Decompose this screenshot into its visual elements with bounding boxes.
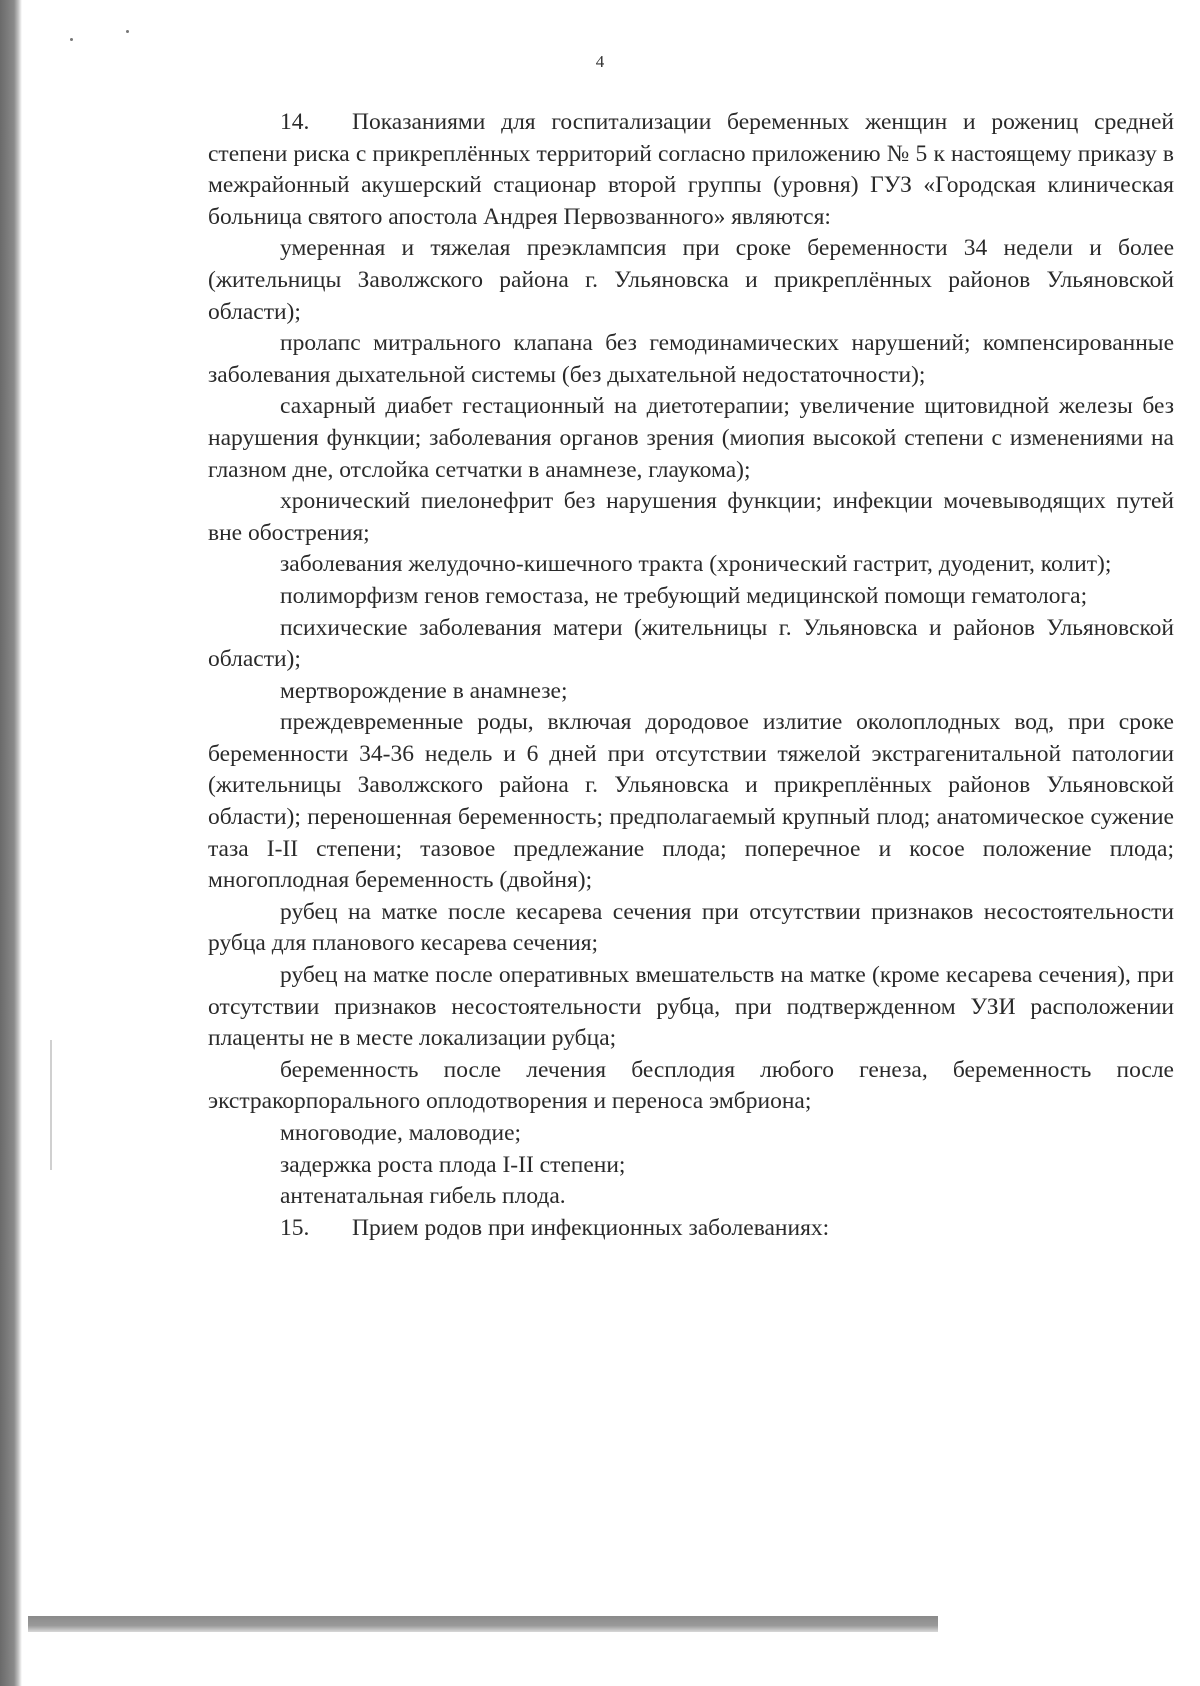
list-item: беременность после лечения бесплодия любого генеза, беременность после экстракорпорального оплодотворения и переноса эмбриона;	[208, 1056, 1174, 1115]
list-item: полиморфизм генов гемостаза, не требующий медицинской помощи гематолога;	[280, 582, 1088, 609]
document-body	[208, 107, 1174, 1244]
list-item: сахарный диабет гестационный на диетотерапии; увеличение щитовидной железы без нарушения функции; заболевания органов зрения (миопия высокой степени с изменениями на глазном дне, отслойка сетчатки в анамнезе, глаукома);	[208, 393, 1174, 483]
section-15-text: Прием родов при инфекционных заболеваниях:	[352, 1214, 830, 1241]
scan-shadow-left	[0, 0, 22, 1686]
list-item: задержка роста плода I-II степени;	[280, 1151, 626, 1178]
section-14-intro-text: Показаниями для госпитализации беременных женщин и рожениц средней степени риска с прикреплённых территорий согласно приложению № 5 к настоящему приказу в межрайонный акушерский стационар второй группы (уровня) ГУЗ «Городская клиническая больница святого апостола Андрея Первозванного» являются:	[208, 109, 1174, 230]
section-14-number: 14.	[280, 109, 310, 135]
list-item: рубец на матке после оперативных вмешательств на матке (кроме кесарева сечения), при отсутствии признаков несостоятельности рубца, при подтвержденном УЗИ расположении плаценты не в месте локализации рубца;	[208, 962, 1174, 1052]
scan-shadow-bottom	[28, 1616, 938, 1632]
list-item: рубец на матке после кесарева сечения при отсутствии признаков несостоятельности рубца для планового кесарева сечения;	[208, 898, 1174, 957]
section-15-heading	[208, 1213, 1174, 1245]
list-item: мертворождение в анамнезе;	[280, 677, 568, 704]
list-item: хронический пиелонефрит без нарушения функции; инфекции мочевыводящих путей вне обострения;	[208, 488, 1174, 546]
list-item: преждевременные роды, включая дородовое излитие околоплодных вод, при сроке беременности 34-36 недель и 6 дней при отсутствии тяжелой экстрагенитальной патологии (жительницы Заволжского района г. Ульяновска и прикреплённых районов Ульяновской области); переношенная беременность; предполагаемый крупный плод; анатомическое сужение таза I-II степени; тазовое предлежание плода; поперечное и косое положение плода; многоплодная беременность (двойня);	[208, 709, 1174, 894]
scan-speck	[126, 30, 129, 33]
list-item: психические заболевания матери (жительницы г. Ульяновска и районов Ульяновской области);	[208, 614, 1174, 673]
section-14-intro	[208, 107, 1174, 233]
list-item: умеренная и тяжелая преэклампсия при сроке беременности 34 недели и более (жительницы Заволжского района г. Ульяновска и прикреплённых районов Ульяновской области);	[208, 235, 1174, 325]
list-item: пролапс митрального клапана без гемодинамических нарушений; компенсированные заболевания дыхательной системы (без дыхательной недостаточности);	[208, 330, 1174, 388]
scan-artifact-line	[50, 1040, 52, 1170]
list-item: многоводие, маловодие;	[280, 1120, 522, 1146]
list-item: заболевания желудочно-кишечного тракта (хронический гастрит, дуоденит, колит);	[280, 551, 1112, 578]
page-number: 4	[595, 52, 605, 71]
scan-speck	[70, 38, 73, 41]
list-item: антенатальная гибель плода.	[280, 1183, 566, 1210]
section-15-number: 15.	[280, 1214, 310, 1241]
